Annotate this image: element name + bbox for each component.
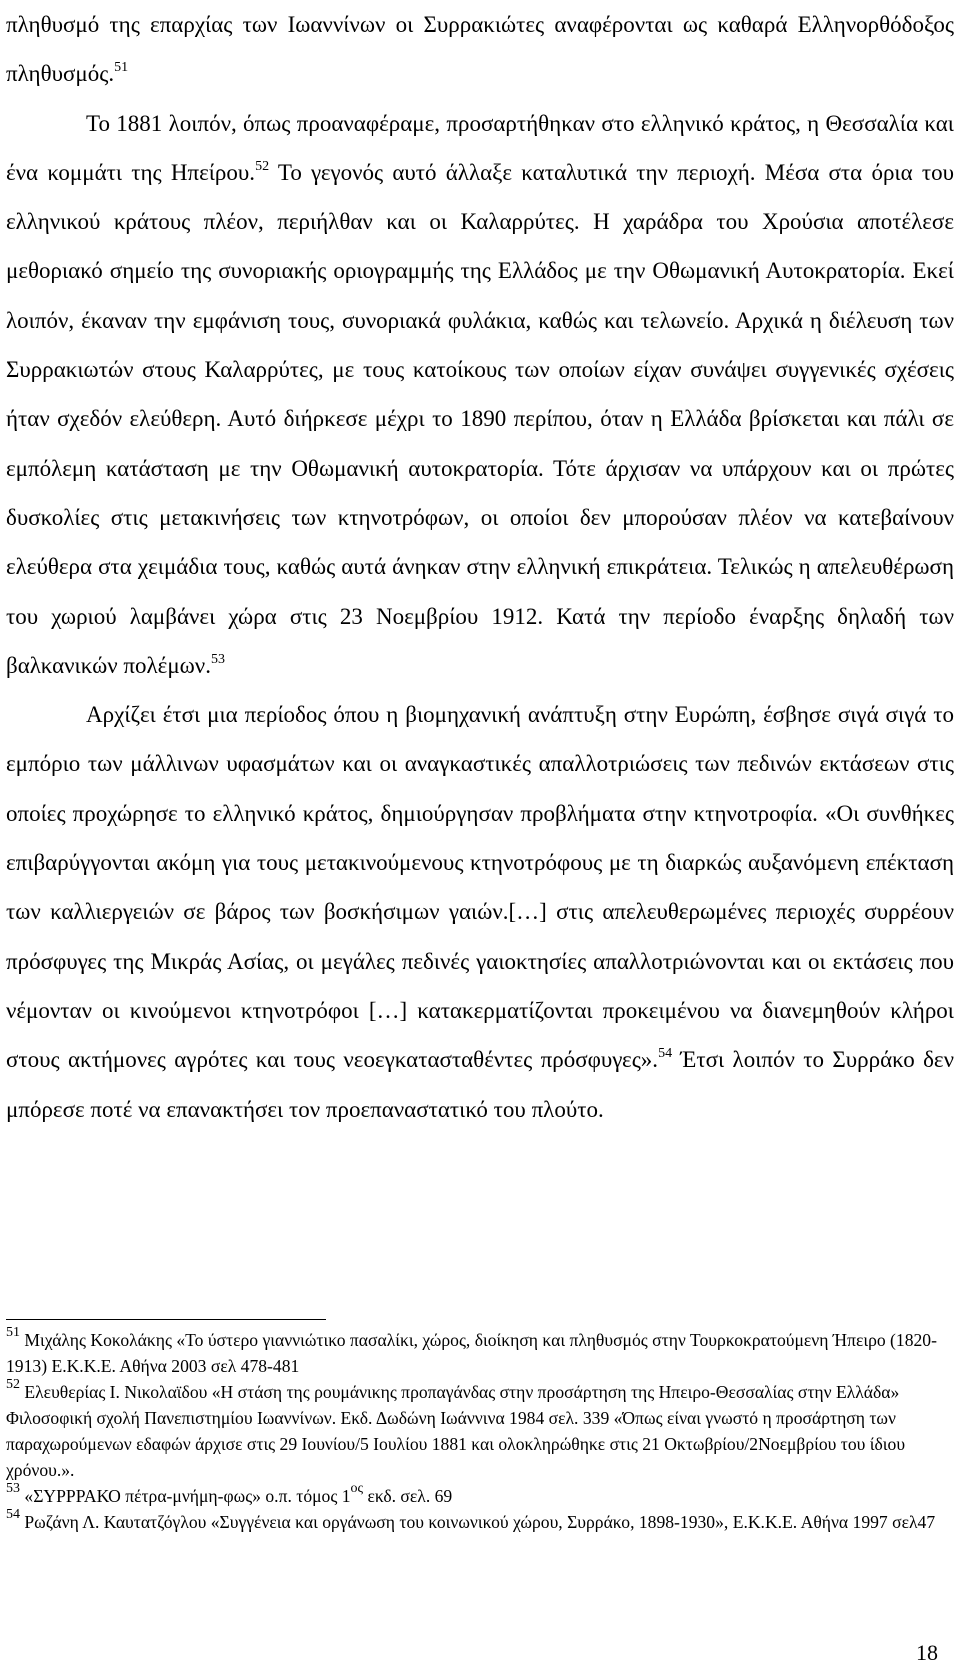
footnote-ref-54: 54 [658, 1046, 673, 1062]
body-text [6, 0, 954, 1134]
footnote-51: $^{51}$ Μιχάλης Κοκολάκης «Το ύστερο γιαννιώτικο πασαλίκι, χώρος, διοίκηση και πληθυσμός στην Τουρκοκρατούμενη Ήπειρο (1820-1913) Ε.Κ.Κ.Ε. Αθήνα 2003 σελ 478-481 [6, 1325, 937, 1376]
footnotes [6, 1327, 954, 1535]
paragraph-2: Το 1881 λοιπόν, όπως προαναφέραμε, προσαρτήθηκαν στο ελληνικό κράτος, η Θεσσαλία και ένα κομμάτι της Ηπείρου.$^{52}$ Το γεγονός αυτό άλλαξε καταλυτικά την περιοχή. Μέσα στα όρια του ελληνικού κράτους πλέον, περιήλθαν και οι Καλαρρύτες. Η χαράδρα του Χρούσια αποτέλεσε μεθοριακό σημείο της συνοριακής οριογραμμής της Ελλάδος με την Οθωμανική Αυτοκρατορία. Εκεί λοιπόν, έκαναν την εμφάνιση τους, συνοριακά φυλάκια, καθώς και τελωνείο. Αρχικά η διέλευση των Συρρακιωτών στους Καλαρρύτες, με τους κατοίκους των οποίων είχαν συνάψει συγγενικές σχέσεις ήταν σχεδόν ελεύθερη. Αυτό διήρκεσε μέχρι το 1890 περίπου, όταν η Ελλάδα βρίσκεται και πάλι σε εμπόλεμη κατάσταση με την Οθωμανική αυτοκρατορία. Τότε άρχισαν να υπάρχουν και οι πρώτες δυσκολίες στις μετακινήσεις των κτηνοτρόφων, οι οποίοι δεν μπορούσαν πλέον να κατεβαίνουν ελεύθερα στα χειμάδια τους, καθώς αυτά άνηκαν στην ελληνική επικράτεια. Τελικώς η απελευθέρωση του χωριού λαμβάνει χώρα στις 23 Νοεμβρίου 1912. Κατά την περίοδο έναρξης δηλαδή των βαλκανικών πολέμων.$^{53}$ [6, 110, 955, 678]
footnote-ref-52: 52 [255, 158, 270, 174]
footnote-ref-53: 53 [210, 651, 225, 667]
page-number: 18 [916, 1640, 938, 1665]
footnote-ref-51: 51 [114, 60, 129, 76]
footnote-52: $^{52}$ Ελευθερίας Ι. Νικολαϊδου «Η στάση της ρουμάνικης προπαγάνδας στην προσάρτηση της Ηπειρο-Θεσσαλίας στην Ελλάδα» Φιλοσοφική σχολή Πανεπιστημίου Ιωαννίνων. Εκδ. Δωδώνη Ιωάννινα 1984 σελ. 339 «Όπως είναι γνωστό η προσάρτηση των παραχωρούμενων εδαφών άρχισε στις 29 Ιουνίου/5 Ιουλίου 1881 και ολοκληρώθηκε στις 21 Οκτωβρίου/2Νοεμβρίου του ίδιου χρόνου.». [6, 1377, 906, 1480]
paragraph-3: Αρχίζει έτσι μια περίοδος όπου η βιομηχανική ανάπτυξη στην Ευρώπη, έσβησε σιγά σιγά το εμπόριο των μάλλινων υφασμάτων και οι αναγκαστικές απαλλοτριώσεις των πεδινών εκτάσεων στις οποίες προχώρησε το ελληνικό κράτος, δημιούργησαν προβλήματα στην κτηνοτροφία. «Οι συνθήκες επιβαρύγγονται ακόμη για τους μετακινούμενους κτηνοτρόφους με τη διαρκώς αυξανόμενη επέκταση των καλλιεργειών σε βάρος των βοσκήσιμων γαιών.[…] στις απελευθερωμένες περιοχές συρρέουν πρόσφυγες της Μικράς Ασίας, οι μεγάλες πεδινές γαιοκτησίες απαλλοτριώνονται και οι εκτάσεις που νέμονταν οι κινούμενοι κτηνοτρόφοι […] κατακερματίζονται προκειμένου να διανεμηθούν κλήροι στους ακτήμονες αγρότες και τους νεοεγκατασταθέντες πρόσφυγες».$^{54}$ Έτσι λοιπόν το Συρράκο δεν μπόρεσε ποτέ να επανακτήσει τον προεπαναστατικό του πλούτο. [6, 702, 954, 1122]
footnote-54: $^{54}$ Ρωζάνη Λ. Καυτατζόγλου «Συγγένεια και οργάνωση του κοινωνικού χώρου, Συρράκο, 1898-1930», Ε.Κ.Κ.Ε. Αθήνα 1997 σελ47 [6, 1507, 936, 1532]
paragraph-1: πληθυσμό της επαρχίας των Ιωαννίνων οι Συρρακιώτες αναφέρονται ως καθαρά Ελληνορθόδοξος πληθυσμός.$^{51}$ [6, 12, 954, 87]
footnote-separator [6, 1319, 326, 1320]
footnote-53: $^{53}$ «ΣΥΡΡΡΑΚΟ πέτρα-μνήμη-φως» ο.π. τόμος $1^{o\varsigma}$ εκδ. σελ. 69 [6, 1481, 453, 1506]
